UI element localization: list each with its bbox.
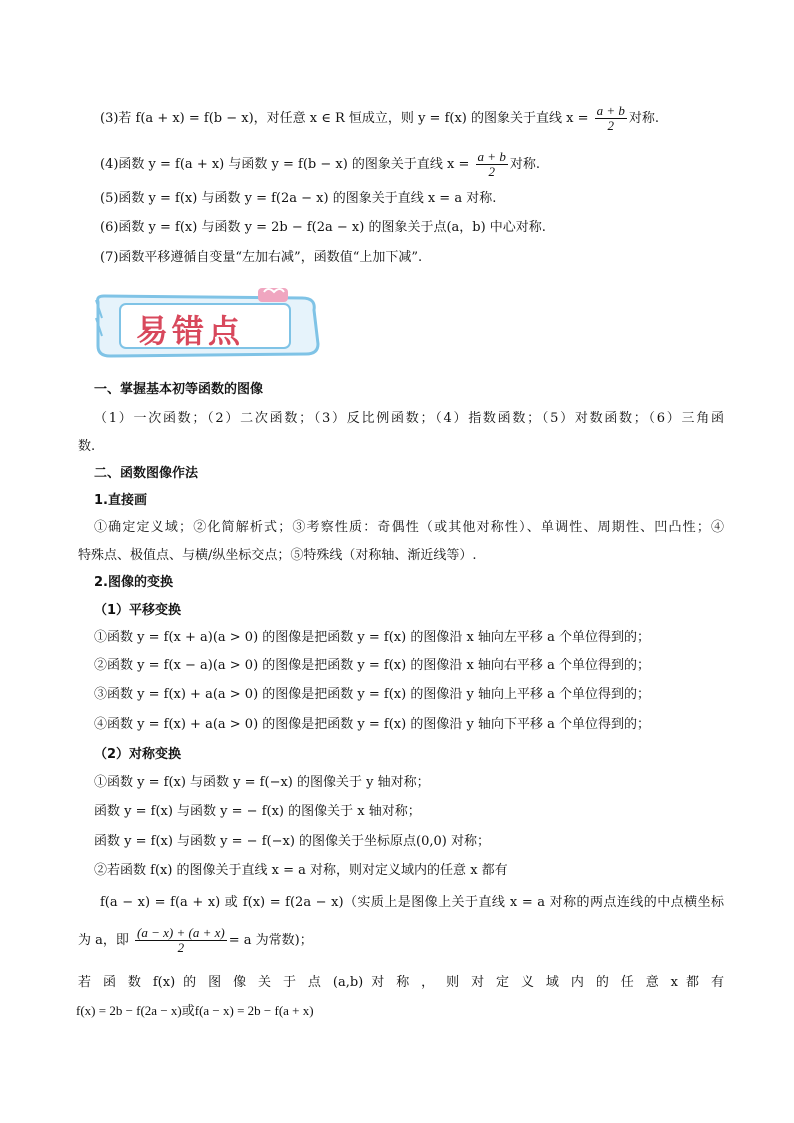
fraction-midpoint bbox=[135, 926, 227, 955]
section-1-body-line-1: （1）一次函数；（2）二次函数；（3）反比例函数；（4）指数函数；（5）对数函数；（6）三角函 bbox=[94, 411, 724, 426]
error-prone-banner bbox=[92, 288, 324, 360]
property-4 bbox=[100, 150, 540, 179]
fraction-a-plus-b-over-2 bbox=[595, 104, 627, 133]
fraction-a-plus-b-over-2 bbox=[476, 150, 508, 179]
symmetry-rule-4: ②若函数 f(x) 的图像关于直线 x = a 对称，则对定义域内的任意 x 都有 bbox=[94, 863, 508, 878]
translate-heading: （1）平移变换 bbox=[94, 603, 182, 618]
symmetry-rule-3: 函数 y = f(x) 与函数 y = − f(−x) 的图像关于坐标原点(0,0) 对称； bbox=[94, 834, 490, 849]
fraction-denominator: 2 bbox=[488, 164, 495, 179]
property-7: (7)函数平移遵循自变量“左加右减”，函数值“上加下减”. bbox=[100, 250, 423, 265]
translate-rule-2: ②函数 y = f(x − a)(a > 0) 的图像是把函数 y = f(x) 的图像沿 x 轴向右平移 a 个单位得到的； bbox=[94, 658, 650, 673]
fraction-denominator: 2 bbox=[177, 940, 185, 955]
symmetry-heading: （2）对称变换 bbox=[94, 747, 182, 762]
midpoint-suffix: = a 为常数)； bbox=[228, 933, 313, 948]
fraction-numerator: (a − x) + (a + x) bbox=[137, 925, 225, 940]
fraction-numerator: a + b bbox=[596, 103, 625, 118]
subsection-transform: 2.图像的变换 bbox=[94, 575, 173, 590]
symmetry-rule-7: 若 函 数 f(x) 的 图 像 关 于 点 (a,b) 对 称 ， 则 对 定 义 域 内 的 任 意 x 都 有 bbox=[78, 975, 724, 990]
property-5: (5)函数 y = f(x) 与函数 y = f(2a − x) 的图象关于直线 x = a 对称. bbox=[100, 191, 497, 206]
section-1-body-line-2: 数. bbox=[78, 439, 96, 454]
symmetry-rule-8: f(x) = 2b − f(2a − x)或f(a − x) = 2b − f(a + x) bbox=[76, 1003, 314, 1018]
symmetry-rule-2: 函数 y = f(x) 与函数 y = − f(x) 的图像关于 x 轴对称； bbox=[94, 804, 421, 819]
property-3-tail: 对称. bbox=[628, 111, 660, 126]
property-4-text: (4)函数 y = f(a + x) 与函数 y = f(b − x) 的图象关于直线 x = bbox=[100, 157, 470, 172]
property-3-text: (3)若 f(a + x) = f(b − x)，对任意 x ∈ R 恒成立，则 y = f(x) 的图象关于直线 x = bbox=[100, 111, 589, 126]
midpoint-prefix: 为 a，即 bbox=[78, 933, 129, 948]
direct-draw-line-2: 特殊点、极值点、与横/纵坐标交点；⑤特殊线（对称轴、渐近线等）. bbox=[78, 548, 477, 563]
direct-draw-line-1: ①确定定义域；②化简解析式；③考察性质：奇偶性（或其他对称性）、单调性、周期性、凹凸性；④ bbox=[94, 520, 724, 535]
symmetry-rule-6 bbox=[78, 926, 313, 955]
subsection-direct-draw: 1.直接画 bbox=[94, 493, 147, 508]
fraction-denominator: 2 bbox=[607, 118, 615, 133]
paperclip-icon bbox=[258, 288, 288, 302]
translate-rule-4: ④函数 y = f(x) + a(a > 0) 的图像是把函数 y = f(x) 的图像沿 y 轴向下平移 a 个单位得到的； bbox=[94, 717, 650, 732]
translate-rule-3: ③函数 y = f(x) + a(a > 0) 的图像是把函数 y = f(x) 的图像沿 y 轴向上平移 a 个单位得到的； bbox=[94, 687, 650, 702]
symmetry-rule-5: f(a − x) = f(a + x) 或 f(x) = f(2a − x)（实质上是图像上关于直线 x = a 对称的两点连线的中点横坐标 bbox=[100, 895, 724, 910]
translate-rule-1: ①函数 y = f(x + a)(a > 0) 的图像是把函数 y = f(x) 的图像沿 x 轴向左平移 a 个单位得到的； bbox=[94, 630, 650, 645]
property-6: (6)函数 y = f(x) 与函数 y = 2b − f(2a − x) 的图象关于点(a，b) 中心对称. bbox=[100, 220, 546, 235]
property-4-tail: 对称. bbox=[509, 157, 540, 172]
symmetry-rule-1: ①函数 y = f(x) 与函数 y = f(−x) 的图像关于 y 轴对称； bbox=[94, 775, 430, 790]
property-3 bbox=[100, 104, 659, 133]
section-2-heading: 二、函数图像作法 bbox=[94, 466, 199, 481]
banner-title: 易错点 bbox=[136, 312, 245, 350]
fraction-numerator: a + b bbox=[477, 149, 506, 164]
section-1-heading: 一、掌握基本初等函数的图像 bbox=[94, 382, 264, 397]
